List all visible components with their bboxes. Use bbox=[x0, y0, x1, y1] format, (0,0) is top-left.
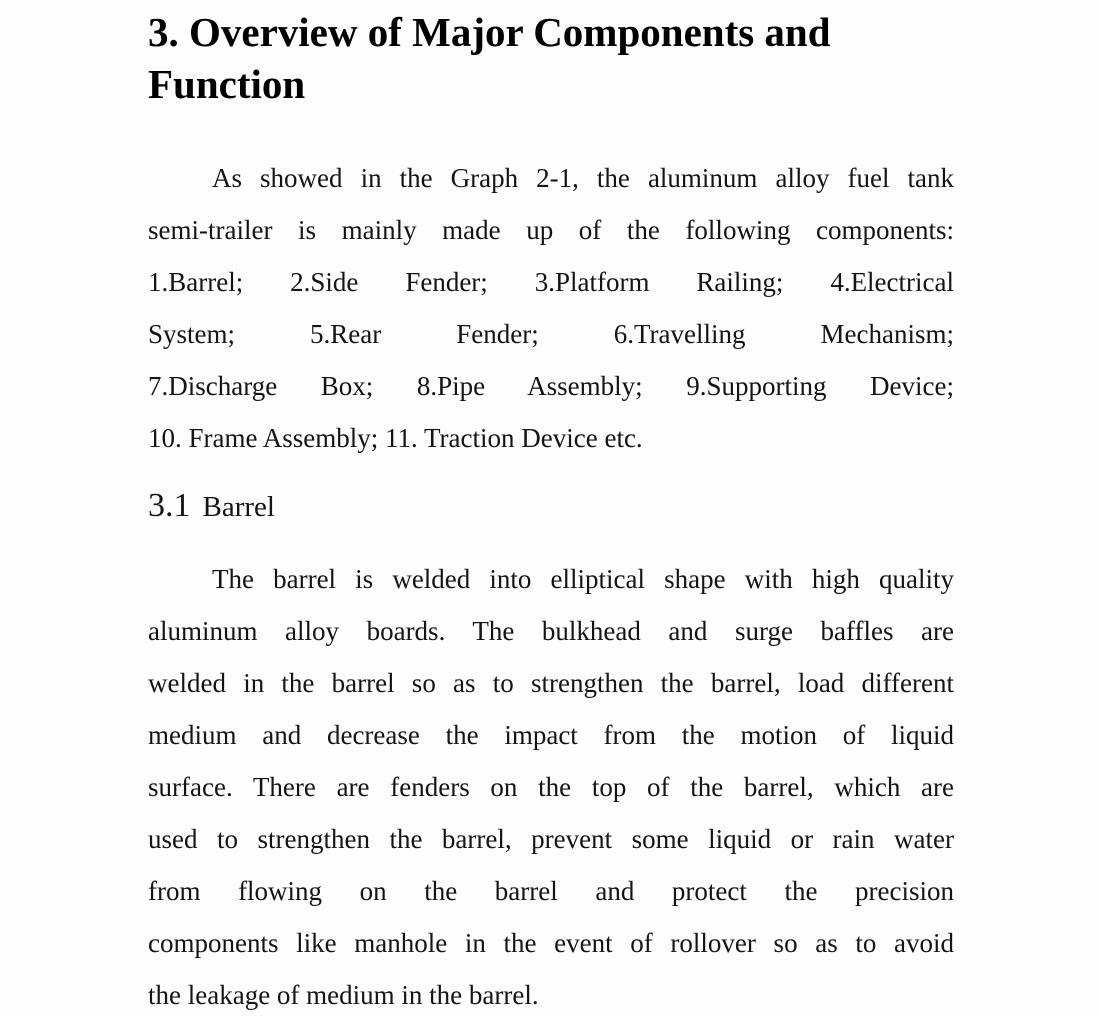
text-line: 10. Frame Assembly; 11. Traction Device etc. bbox=[148, 423, 643, 453]
text-line: semi-trailer is mainly made up of the following components: bbox=[148, 215, 954, 245]
text-line: welded in the barrel so as to strengthen the barrel, load different bbox=[148, 668, 954, 698]
subsection-title: Barrel bbox=[202, 491, 275, 523]
subsection-heading-barrel bbox=[148, 480, 954, 532]
text-line: 1.Barrel; 2.Side Fender; 3.Platform Railing; 4.Electrical bbox=[148, 267, 954, 297]
chapter-heading-line-1: 3. Overview of Major Components and bbox=[148, 9, 831, 55]
text-line: The barrel is welded into elliptical shape with high quality bbox=[212, 564, 954, 594]
text-line: aluminum alloy boards. The bulkhead and surge baffles are bbox=[148, 616, 954, 646]
text-line: 7.Discharge Box; 8.Pipe Assembly; 9.Supporting Device; bbox=[148, 371, 954, 401]
text-line: medium and decrease the impact from the motion of liquid bbox=[148, 720, 954, 750]
text-line: As showed in the Graph 2-1, the aluminum alloy fuel tank bbox=[212, 163, 954, 193]
text-line: from flowing on the barrel and protect the precision bbox=[148, 876, 954, 906]
chapter-heading-line-2: Function bbox=[148, 61, 306, 107]
chapter-heading bbox=[148, 0, 954, 110]
text-line: used to strengthen the barrel, prevent some liquid or rain water bbox=[148, 824, 954, 854]
paragraph-components-overview bbox=[148, 152, 954, 464]
text-line: surface. There are fenders on the top of the barrel, which are bbox=[148, 772, 954, 802]
paragraph-barrel-description bbox=[148, 553, 954, 1017]
text-line: System; 5.Rear Fender; 6.Travelling Mechanism; bbox=[148, 319, 954, 349]
text-line: components like manhole in the event of rollover so as to avoid bbox=[148, 928, 954, 958]
subsection-number: 3.1 bbox=[148, 487, 191, 524]
text-line: the leakage of medium in the barrel. bbox=[148, 980, 539, 1010]
document-content bbox=[148, 0, 954, 1017]
